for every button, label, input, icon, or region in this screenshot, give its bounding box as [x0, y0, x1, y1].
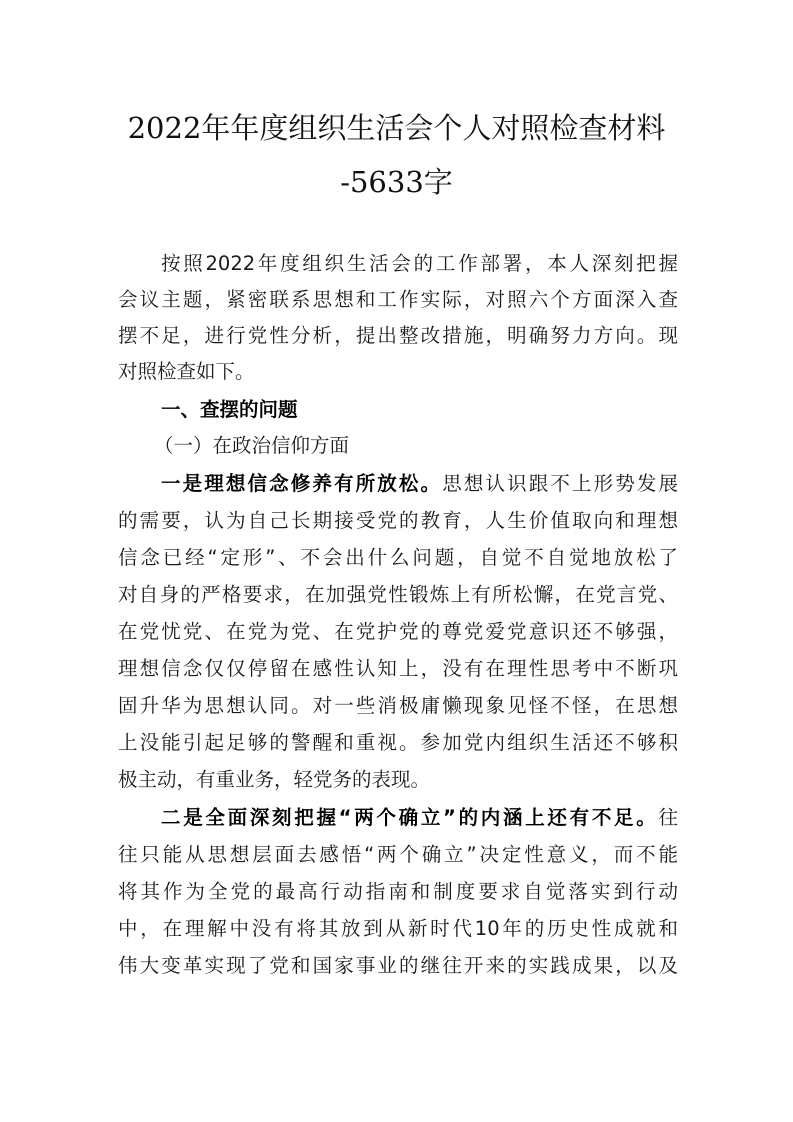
- point1-line: 理想信念仅仅停留在感性认知上，没有在理性思考中不断巩: [118, 657, 678, 680]
- intro-line: 按照2022年度组织生活会的工作部署，本人深刻把握: [161, 252, 678, 275]
- point1-line: 固升华为思想认同。对一些消极庸懒现象见怪不怪，在思想: [118, 694, 678, 717]
- intro-line: 摆不足，进行党性分析，提出整改措施，明确努力方向。现: [118, 324, 678, 347]
- point2-rest: 往: [658, 806, 678, 829]
- section-heading: 一、查摆的问题: [161, 398, 298, 421]
- point2-line: 往只能从思想层面去感悟“两个确立”决定性意义，而不能: [118, 843, 678, 866]
- point2-lead: 二是全面深刻把握“两个确立”的内涵上还有不足。: [161, 806, 659, 829]
- point1-line: 极主动，有重业务，轻党务的表现。: [118, 768, 431, 791]
- intro-line: 会议主题，紧密联系思想和工作实际，对照六个方面深入查: [118, 288, 678, 311]
- point1-lead: 一是理想信念修养有所放松。: [161, 472, 443, 495]
- point2-line: 将其作为全党的最高行动指南和制度要求自觉落实到行动: [118, 880, 678, 903]
- intro-line: 对照检查如下。: [118, 360, 255, 383]
- point1-line: 对自身的严格要求，在加强党性锻炼上有所松懈，在党言党、: [118, 583, 678, 606]
- point1-line: 信念已经“定形”、不会出什么问题，自觉不自觉地放松了: [118, 546, 678, 569]
- point2-line: 伟大变革实现了党和国家事业的继往开来的实践成果，以及: [118, 954, 678, 977]
- point1-first-line: [118, 467, 678, 501]
- point1-rest: 思想认识跟不上形势发展: [442, 472, 678, 495]
- point2-line: 中，在理解中没有将其放到从新时代10年的历史性成就和: [118, 917, 678, 940]
- document-title-line2: -5633字: [340, 165, 453, 199]
- document-title-line1: 2022年年度组织生活会个人对照检查材料: [127, 111, 666, 145]
- point1-line: 上没能引起足够的警醒和重视。参加党内组织生活还不够积: [118, 731, 678, 754]
- point1-line: 在党忧党、在党为党、在党护党的尊党爱党意识还不够强，: [118, 620, 678, 643]
- point2-first-line: [118, 801, 678, 835]
- point1-line: 的需要，认为自己长期接受党的教育，人生价值取向和理想: [118, 509, 678, 532]
- subsection-heading: （一）在政治信仰方面: [154, 434, 350, 457]
